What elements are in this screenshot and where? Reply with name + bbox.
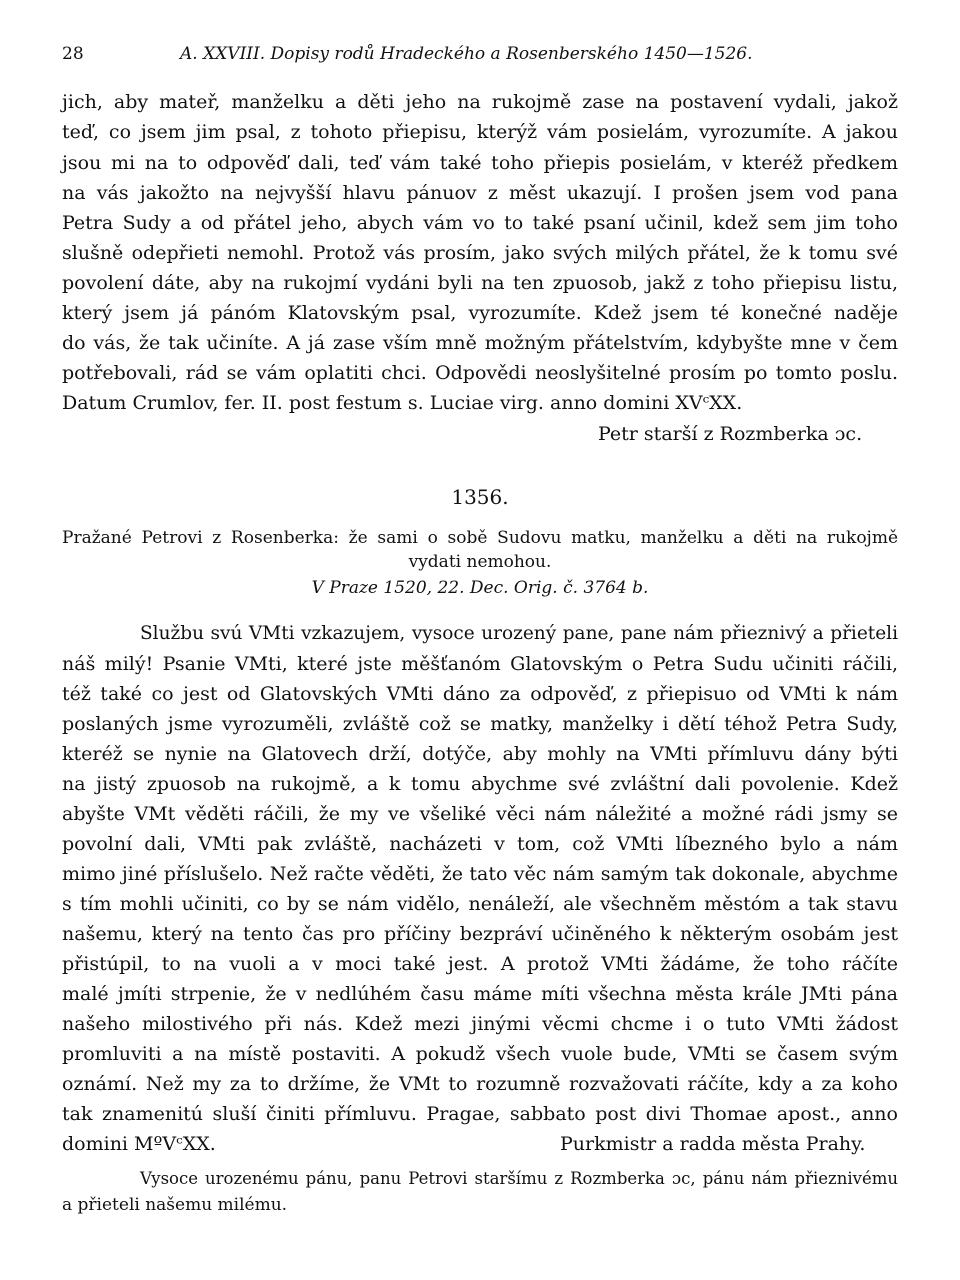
text-line: potřebovali, rád se vám oplatiti chci. Odpovědi neoslyšitelné prosím po tomto poslu. [62, 362, 898, 384]
text-line: domini MºVᶜXX. [62, 1133, 216, 1155]
text-line: slušně odepřieti nemohl. Protož vás prosím, jako svých milých přátel, že k tomu své [62, 242, 898, 264]
text-line: malé jmíti strpenie, že v nedlúhém času máme míti všechna města krále JMti pána [62, 983, 898, 1005]
signature: Petr starší z Rozmberka ɔc. [598, 423, 863, 445]
dateline: V Praze 1520, 22. Dec. Orig. č. 3764 b. [311, 578, 649, 598]
summary-line: Pražané Petrovi z Rosenberka: že sami o sobě Sudovu matku, manželku a děti na rukojmě [62, 528, 898, 548]
text-line: jich, aby mateř, manželku a děti jeho na rukojmě zase na postavení vydali, jakož [62, 91, 898, 113]
text-line: náš milý! Psanie VMti, které jste měšťanóm Glatovským o Petra Sudu učiniti ráčili, [62, 653, 898, 675]
running-title: A. XXVIII. Dopisy rodů Hradeckého a Rosenberského 1450—1526. [180, 44, 753, 64]
text-line: Službu svú VMti vzkazujem, vysoce urozený pane, pane nám přieznivý a přieteli [140, 623, 898, 644]
text-line: Datum Crumlov, fer. II. post festum s. Luciae virg. anno domini XVᶜXX. [62, 392, 743, 414]
text-line: oznámí. Než my za to držíme, že VMt to rozumně rozvažovati ráčíte, kdy a za koho [62, 1073, 898, 1095]
address-line: Vysoce urozenému pánu, panu Petrovi staršímu z Rozmberka ɔc, pánu nám přieznivému [140, 1169, 898, 1188]
text-line: mimo jiné příslušelo. Než račte věděti, že tato věc nám samým tak dokonale, abychme [62, 863, 898, 885]
text-line: jsou mi na to odpověď dali, teď vám také toho přiepis posielám, v kteréž předkem [62, 152, 898, 174]
address-line: a přieteli našemu milému. [62, 1195, 288, 1215]
text-line: teď, co jsem jim psal, z tohoto přiepisu, kterýž vám posielám, vyrozumíte. A jakou [62, 121, 898, 143]
page-number: 28 [62, 44, 84, 64]
text-line: též také co jest od Glatovských VMti dáno za odpověď, z přiepisuo od VMti k nám [62, 683, 898, 705]
text-line: na vás jakožto na nejvyšší hlavu pánuov z měst ukazují. I prošen jsem vod pana [62, 182, 898, 204]
document-number: 1356. [451, 485, 509, 509]
running-header [62, 44, 898, 74]
text-line: abyšte VMt věděti ráčili, že my ve všeliké věci nám náležité a možné rádi jsmy se [62, 803, 898, 825]
text-line: našeho milostivého při nás. Kdež mezi jinými věcmi chcme i o tuto VMti žádost [62, 1013, 898, 1035]
text-line: s tím mohli učiniti, co by se nám vidělo, nenáleží, ale všechněm městóm a tak stavu [62, 893, 898, 915]
summary-line: vydati nemohou. [408, 552, 552, 572]
text-line: povolení dáte, aby na rukojmí vydáni byli na ten zpuosob, jakž z toho přiepisu listu, [62, 272, 898, 294]
text-line: kteréž se nynie na Glatovech drží, dotýče, aby mohly na VMti přímluvu dány býti [62, 743, 898, 765]
text-line: do vás, že tak učiníte. A já zase vším mně možným přátelstvím, kdybyšte mne v čem [62, 332, 898, 354]
text-line: tak znamenitú sluší činiti přímluvu. Pragae, sabbato post divi Thomae apost., anno [62, 1103, 898, 1125]
signature: Purkmistr a radda města Prahy. [560, 1133, 866, 1155]
text-line: Petra Sudy a od přátel jeho, abych vám vo to také psaní učinil, kdež sem jim toho [62, 212, 898, 234]
text-line: našemu, který na tento čas pro příčiny bezpráví učiněného k některým osobám jest [62, 923, 898, 945]
text-line: poslaných jsme vyrozuměli, zvláště což se matky, manželky i dětí téhož Petra Sudy, [62, 713, 898, 735]
text-line: přistúpil, to na vuoli a v moci také jest. A protož VMti žádáme, že toho ráčíte [62, 953, 898, 975]
text-line: promluviti a na místě postaviti. A pokudž všech vuole bude, VMti se časem svým [62, 1043, 898, 1065]
text-line: který jsem já pánóm Klatovským psal, vyrozumíte. Kdež jsem té konečné naděje [62, 302, 898, 324]
text-line: na jistý zpuosob na rukojmě, a k tomu abychme své zvláštní dali povolenie. Kdež [62, 773, 898, 795]
text-line: povolní dali, VMti pak zvláště, nacházeti v tom, což VMti líbezného bylo a nám [62, 833, 898, 855]
